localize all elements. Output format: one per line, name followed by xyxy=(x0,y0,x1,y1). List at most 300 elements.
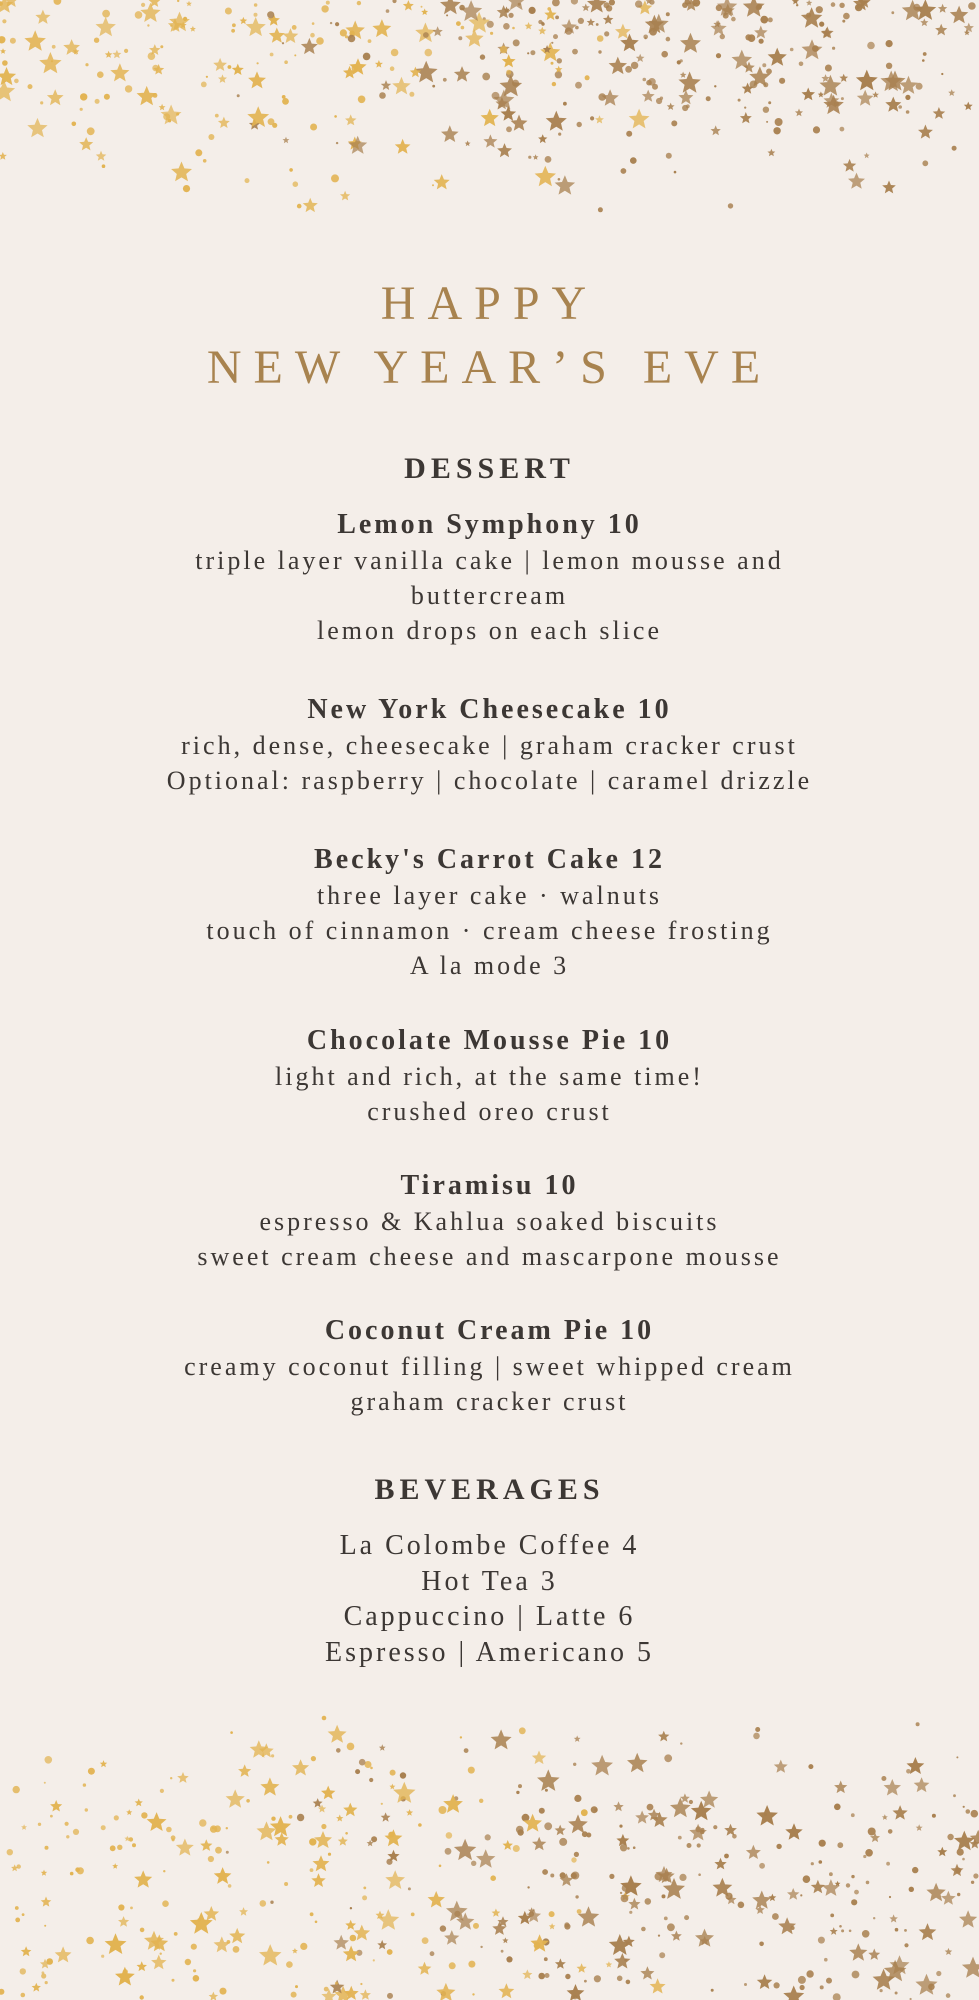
star-confetti-star xyxy=(161,105,182,125)
star-confetti-dot xyxy=(716,53,721,58)
star-confetti-dot xyxy=(904,1929,907,1932)
star-confetti-star xyxy=(372,19,391,37)
star-confetti-dot xyxy=(439,1865,442,1868)
star-confetti-star xyxy=(711,20,727,35)
star-confetti-dot xyxy=(500,46,507,53)
star-confetti-star xyxy=(375,60,383,68)
star-confetti-dot xyxy=(551,42,553,44)
star-confetti-dot xyxy=(594,1808,597,1811)
star-confetti-star xyxy=(387,1850,399,1862)
star-confetti-star xyxy=(945,1948,953,1955)
star-confetti-dot xyxy=(518,3,521,6)
star-confetti-star xyxy=(239,1907,248,1916)
star-confetti-star xyxy=(670,1798,691,1818)
star-confetti-star xyxy=(941,1891,956,1905)
star-confetti-dot xyxy=(755,1727,760,1732)
star-confetti-star xyxy=(0,48,6,54)
star-confetti-star xyxy=(376,1911,385,1920)
star-confetti-star xyxy=(651,1812,667,1827)
star-confetti-dot xyxy=(572,49,578,55)
star-confetti-star xyxy=(275,1832,289,1846)
star-confetti-star xyxy=(250,1740,268,1757)
star-confetti-dot xyxy=(468,1767,475,1774)
beverage-item: Espresso | Americano 5 xyxy=(325,1636,654,1668)
star-confetti-star xyxy=(856,70,878,91)
star-confetti-dot xyxy=(331,174,339,182)
star-confetti-star xyxy=(238,1764,251,1777)
menu-title-new-years-eve: NEW YEAR’S EVE xyxy=(206,341,773,394)
star-confetti-dot xyxy=(422,1937,429,1944)
star-confetti-star xyxy=(822,1879,840,1896)
star-confetti-dot xyxy=(166,1827,172,1833)
star-confetti-star xyxy=(714,1858,726,1870)
star-confetti-star xyxy=(535,166,556,186)
star-confetti-dot xyxy=(922,160,928,166)
star-confetti-dot xyxy=(365,1761,372,1768)
star-confetti-dot xyxy=(174,1932,178,1936)
star-confetti-dot xyxy=(201,82,207,88)
star-confetti-star xyxy=(313,1798,323,1807)
star-confetti-star xyxy=(465,29,484,47)
star-confetti-dot xyxy=(490,1875,496,1881)
star-confetti-dot xyxy=(171,1835,176,1840)
star-confetti-dot xyxy=(13,1786,20,1793)
star-confetti-dot xyxy=(335,22,339,26)
star-confetti-dot xyxy=(641,1927,646,1932)
star-confetti-dot xyxy=(357,1,361,5)
star-confetti-star xyxy=(418,1962,432,1975)
star-confetti-star xyxy=(802,39,823,59)
star-confetti-dot xyxy=(571,0,578,5)
star-confetti-dot xyxy=(791,1926,795,1930)
star-confetti-dot xyxy=(916,83,923,90)
star-confetti-dot xyxy=(880,1989,883,1992)
star-confetti-dot xyxy=(400,1772,406,1778)
star-confetti-star xyxy=(821,74,829,82)
star-confetti-dot xyxy=(759,39,764,44)
star-confetti-dot xyxy=(411,1913,415,1917)
star-confetti-star xyxy=(248,71,266,88)
star-confetti-star xyxy=(601,89,618,106)
star-confetti-dot xyxy=(45,1846,49,1850)
star-confetti-dot xyxy=(352,65,358,71)
star-confetti-star xyxy=(918,125,933,139)
star-confetti-star xyxy=(511,115,528,131)
star-confetti-dot xyxy=(692,0,700,7)
star-confetti-dot xyxy=(609,0,615,6)
star-confetti-star xyxy=(336,1815,343,1822)
star-confetti-star xyxy=(492,1921,506,1935)
star-confetti-dot xyxy=(545,1973,550,1978)
star-confetti-star xyxy=(951,1864,964,1876)
star-confetti-dot xyxy=(643,35,648,40)
star-confetti-star xyxy=(713,20,721,27)
star-confetti-dot xyxy=(866,1881,870,1885)
star-confetti-dot xyxy=(379,92,386,99)
star-confetti-dot xyxy=(350,1935,357,1942)
star-confetti-dot xyxy=(936,1971,941,1976)
star-confetti-star xyxy=(795,109,803,117)
star-confetti-dot xyxy=(756,4,762,10)
star-confetti-dot xyxy=(622,1885,629,1892)
star-confetti-dot xyxy=(17,1864,21,1868)
star-confetti-dot xyxy=(966,1809,971,1814)
star-confetti-dot xyxy=(326,1,330,5)
star-confetti-dot xyxy=(446,1832,453,1839)
star-confetti-dot xyxy=(40,101,43,104)
star-confetti-dot xyxy=(913,4,920,11)
star-confetti-dot xyxy=(732,1834,737,1839)
star-confetti-dot xyxy=(458,36,462,40)
star-confetti-star xyxy=(724,1824,737,1836)
star-confetti-star xyxy=(577,1963,587,1973)
star-confetti-star xyxy=(303,198,318,212)
star-confetti-dot xyxy=(480,54,485,59)
star-confetti-dot xyxy=(124,49,128,53)
star-confetti-star xyxy=(525,22,533,29)
star-confetti-dot xyxy=(971,1810,979,1818)
star-confetti-star xyxy=(460,0,482,21)
star-confetti-star xyxy=(656,1866,673,1882)
star-confetti-dot xyxy=(759,1863,765,1869)
dessert-item-description: buttercream xyxy=(410,581,569,610)
dessert-item-description: light and rich, at the same time! xyxy=(275,1062,704,1091)
star-confetti-star xyxy=(603,14,614,24)
star-confetti-dot xyxy=(648,78,656,86)
star-confetti-star xyxy=(606,1961,613,1967)
star-confetti-dot xyxy=(661,51,668,58)
star-confetti-dot xyxy=(756,5,762,11)
star-confetti-star xyxy=(959,1910,977,1927)
star-confetti-star xyxy=(105,1933,127,1954)
star-confetti-star xyxy=(787,1888,799,1900)
star-confetti-dot xyxy=(763,82,768,87)
star-confetti-star xyxy=(587,18,595,26)
star-confetti-star xyxy=(821,26,834,38)
star-confetti-star xyxy=(884,1779,901,1796)
star-confetti-star xyxy=(538,27,546,35)
dessert-item-name: Lemon Symphony 10 xyxy=(337,509,642,540)
star-confetti-star xyxy=(678,72,700,93)
star-confetti-star xyxy=(389,1784,395,1790)
star-confetti-dot xyxy=(806,1970,813,1977)
star-confetti-dot xyxy=(557,58,562,63)
star-confetti-dot xyxy=(459,5,465,11)
star-confetti-dot xyxy=(541,22,544,25)
star-confetti-star xyxy=(496,97,509,109)
star-confetti-dot xyxy=(254,3,258,7)
star-confetti-star xyxy=(970,1830,979,1846)
star-confetti-star xyxy=(792,0,799,4)
star-confetti-dot xyxy=(237,94,240,97)
star-confetti-dot xyxy=(551,62,554,65)
star-confetti-dot xyxy=(355,1769,360,1774)
star-confetti-dot xyxy=(830,1914,834,1918)
dessert-item-tiramisu xyxy=(60,1168,919,1274)
star-confetti-dot xyxy=(698,1873,701,1876)
star-confetti-dot xyxy=(689,2,691,4)
star-confetti-dot xyxy=(682,2,688,8)
star-confetti-star xyxy=(671,1931,682,1941)
star-confetti-star xyxy=(260,1777,279,1795)
star-confetti-dot xyxy=(72,122,77,127)
star-confetti-dot xyxy=(226,1851,229,1854)
star-confetti-star xyxy=(754,26,768,39)
star-confetti-star xyxy=(180,22,187,29)
dessert-item-name: New York Cheesecake 10 xyxy=(307,694,672,725)
star-confetti-dot xyxy=(160,1789,164,1793)
dessert-item-description: touch of cinnamon · cream cheese frosting xyxy=(206,916,773,945)
star-confetti-dot xyxy=(620,1844,627,1851)
star-confetti-star xyxy=(689,1824,707,1841)
star-confetti-dot xyxy=(916,1722,920,1726)
star-confetti-dot xyxy=(257,62,259,64)
star-confetti-star xyxy=(149,44,161,55)
star-confetti-star xyxy=(700,1936,710,1945)
star-confetti-star xyxy=(620,1875,642,1896)
star-confetti-dot xyxy=(228,1884,232,1888)
dessert-item-description: crushed oreo crust xyxy=(367,1097,612,1126)
star-confetti-dot xyxy=(594,1975,601,1982)
star-confetti-dot xyxy=(482,73,490,81)
dessert-item-coconut-cream-pie xyxy=(60,1313,919,1419)
star-confetti-dot xyxy=(294,54,296,56)
star-confetti-dot xyxy=(677,60,681,64)
star-confetti-star xyxy=(171,162,192,182)
star-confetti-star xyxy=(540,42,560,61)
star-confetti-dot xyxy=(862,1930,870,1938)
star-confetti-dot xyxy=(245,178,250,183)
star-confetti-star xyxy=(663,1878,685,1899)
star-confetti-dot xyxy=(289,1815,293,1819)
star-confetti-dot xyxy=(682,105,688,111)
star-confetti-star xyxy=(393,1782,415,1803)
star-confetti-dot xyxy=(516,1791,519,1794)
star-confetti-star xyxy=(561,19,577,34)
star-confetti-star xyxy=(483,134,497,147)
star-confetti-dot xyxy=(233,1946,240,1953)
star-confetti-star xyxy=(377,1909,399,1930)
star-confetti-dot xyxy=(336,1748,341,1753)
star-confetti-star xyxy=(667,103,675,110)
star-confetti-dot xyxy=(542,1869,548,1875)
star-confetti-star xyxy=(385,1829,403,1846)
star-confetti-dot xyxy=(766,69,772,75)
star-confetti-star xyxy=(642,90,655,102)
star-confetti-star xyxy=(268,14,280,26)
star-confetti-dot xyxy=(606,5,612,11)
star-confetti-dot xyxy=(42,1971,45,1974)
star-confetti-dot xyxy=(220,1988,227,1995)
star-confetti-dot xyxy=(345,1832,348,1835)
star-confetti-dot xyxy=(660,97,663,100)
star-confetti-star xyxy=(148,0,160,7)
star-confetti-star xyxy=(824,93,840,108)
star-confetti-dot xyxy=(348,35,356,43)
star-confetti-dot xyxy=(604,2,610,8)
star-confetti-dot xyxy=(558,133,561,136)
star-confetti-dot xyxy=(700,1830,705,1835)
star-confetti-dot xyxy=(886,40,893,47)
star-confetti-dot xyxy=(565,1974,570,1979)
star-confetti-star xyxy=(381,80,391,90)
star-confetti-dot xyxy=(565,27,572,34)
star-confetti-star xyxy=(802,88,816,101)
star-confetti-dot xyxy=(66,1835,69,1838)
star-confetti-star xyxy=(613,1801,623,1811)
star-confetti-dot xyxy=(506,70,511,75)
star-confetti-dot xyxy=(322,1716,327,1721)
star-confetti-dot xyxy=(666,12,670,16)
star-confetti-star xyxy=(920,18,928,26)
star-confetti-dot xyxy=(649,0,654,5)
star-confetti-dot xyxy=(101,1955,104,1958)
star-confetti-star xyxy=(533,154,539,160)
star-confetti-dot xyxy=(195,149,202,156)
star-confetti-dot xyxy=(679,1874,686,1881)
star-confetti-dot xyxy=(490,32,493,35)
star-confetti-dot xyxy=(720,34,725,39)
star-confetti-dot xyxy=(293,181,299,187)
star-confetti-dot xyxy=(141,1812,147,1818)
star-confetti-dot xyxy=(629,1911,632,1914)
star-confetti-star xyxy=(746,1845,761,1859)
star-confetti-star xyxy=(555,1825,566,1836)
star-confetti-dot xyxy=(86,1937,94,1945)
star-confetti-star xyxy=(345,1920,356,1930)
star-confetti-dot xyxy=(418,1823,422,1827)
star-confetti-dot xyxy=(163,1870,165,1872)
star-confetti-star xyxy=(257,1821,277,1840)
star-confetti-dot xyxy=(208,134,214,140)
star-confetti-star xyxy=(283,28,299,43)
star-confetti-dot xyxy=(832,47,835,50)
star-confetti-star xyxy=(830,1927,838,1935)
star-confetti-dot xyxy=(487,21,494,28)
star-confetti-star xyxy=(168,18,182,32)
star-confetti-star xyxy=(938,4,947,13)
star-confetti-dot xyxy=(75,1867,80,1872)
star-confetti-dot xyxy=(310,33,315,38)
star-confetti-dot xyxy=(387,1949,393,1955)
star-confetti-dot xyxy=(38,1823,41,1826)
star-confetti-star xyxy=(232,64,244,75)
star-confetti-star xyxy=(21,1946,32,1956)
star-confetti-star xyxy=(39,52,61,73)
star-confetti-star xyxy=(623,1936,635,1947)
star-confetti-star xyxy=(868,1949,880,1960)
star-confetti-dot xyxy=(656,98,662,104)
star-confetti-dot xyxy=(773,127,780,134)
star-confetti-dot xyxy=(430,1951,435,1956)
star-confetti-star xyxy=(650,1978,666,1993)
star-confetti-dot xyxy=(421,6,423,8)
star-confetti-dot xyxy=(957,1849,964,1856)
beverage-item: Hot Tea 3 xyxy=(421,1565,558,1597)
beverage-item: La Colombe Coffee 4 xyxy=(339,1530,640,1561)
star-confetti-dot xyxy=(744,107,746,109)
star-confetti-star xyxy=(806,0,812,6)
star-confetti-star xyxy=(685,0,698,11)
star-confetti-star xyxy=(218,74,227,83)
star-confetti-star xyxy=(204,1906,220,1921)
star-confetti-dot xyxy=(230,1731,233,1734)
star-confetti-star xyxy=(40,1959,50,1969)
star-confetti-dot xyxy=(658,1935,660,1937)
star-confetti-star xyxy=(200,1839,212,1851)
star-confetti-dot xyxy=(461,26,465,30)
star-confetti-star xyxy=(742,83,754,94)
star-confetti-dot xyxy=(441,1991,446,1996)
star-confetti-star xyxy=(440,0,461,14)
star-confetti-star xyxy=(177,1772,189,1783)
star-confetti-star xyxy=(73,48,80,54)
star-confetti-star xyxy=(544,8,556,20)
star-confetti-dot xyxy=(483,17,486,20)
star-confetti-star xyxy=(112,50,121,59)
star-confetti-dot xyxy=(271,1817,275,1821)
star-confetti-dot xyxy=(762,63,766,67)
star-confetti-dot xyxy=(77,1867,84,1874)
star-confetti-dot xyxy=(776,1844,781,1849)
star-confetti-dot xyxy=(840,127,845,132)
dessert-item-description: lemon drops on each slice xyxy=(316,616,663,645)
star-confetti-dot xyxy=(153,93,158,98)
star-confetti-dot xyxy=(881,1776,886,1781)
star-confetti-dot xyxy=(360,1983,362,1985)
star-confetti-dot xyxy=(684,1915,689,1920)
star-confetti-star xyxy=(468,12,490,33)
star-confetti-dot xyxy=(183,185,190,192)
star-confetti-dot xyxy=(662,1894,666,1898)
star-confetti-star xyxy=(835,1881,841,1887)
star-confetti-dot xyxy=(509,13,514,18)
star-confetti-star xyxy=(926,1883,945,1901)
star-confetti-dot xyxy=(172,1979,175,1982)
dessert-item-description: Optional: raspberry | chocolate | caramel drizzle xyxy=(166,766,813,795)
star-confetti-star xyxy=(915,0,937,20)
star-confetti-dot xyxy=(212,1827,215,1830)
star-confetti-dot xyxy=(922,59,925,62)
star-confetti-star xyxy=(492,1909,501,1917)
star-confetti-star xyxy=(190,26,196,32)
star-confetti-star xyxy=(392,77,411,95)
star-confetti-star xyxy=(839,74,848,82)
star-confetti-dot xyxy=(210,1825,217,1832)
star-confetti-dot xyxy=(114,1815,119,1820)
star-confetti-dot xyxy=(768,101,771,104)
star-confetti-dot xyxy=(627,1847,630,1850)
star-confetti-star xyxy=(713,1878,733,1897)
star-confetti-dot xyxy=(206,76,208,78)
star-confetti-dot xyxy=(912,1867,918,1873)
star-confetti-star xyxy=(695,1929,714,1947)
star-confetti-dot xyxy=(841,97,844,100)
star-confetti-dot xyxy=(80,93,87,100)
star-confetti-dot xyxy=(630,157,637,164)
star-confetti-dot xyxy=(806,13,811,18)
star-confetti-dot xyxy=(51,60,53,62)
star-confetti-dot xyxy=(598,207,603,212)
star-confetti-dot xyxy=(310,1868,314,1872)
star-confetti-dot xyxy=(763,107,769,113)
dessert-item-description: sweet cream cheese and mascarpone mousse xyxy=(197,1242,782,1271)
star-confetti-dot xyxy=(655,1873,663,1881)
beverage-item: Cappuccino | Latte 6 xyxy=(343,1601,636,1632)
star-confetti-dot xyxy=(162,1900,169,1907)
star-confetti-dot xyxy=(267,1861,270,1864)
star-confetti-dot xyxy=(790,48,794,52)
